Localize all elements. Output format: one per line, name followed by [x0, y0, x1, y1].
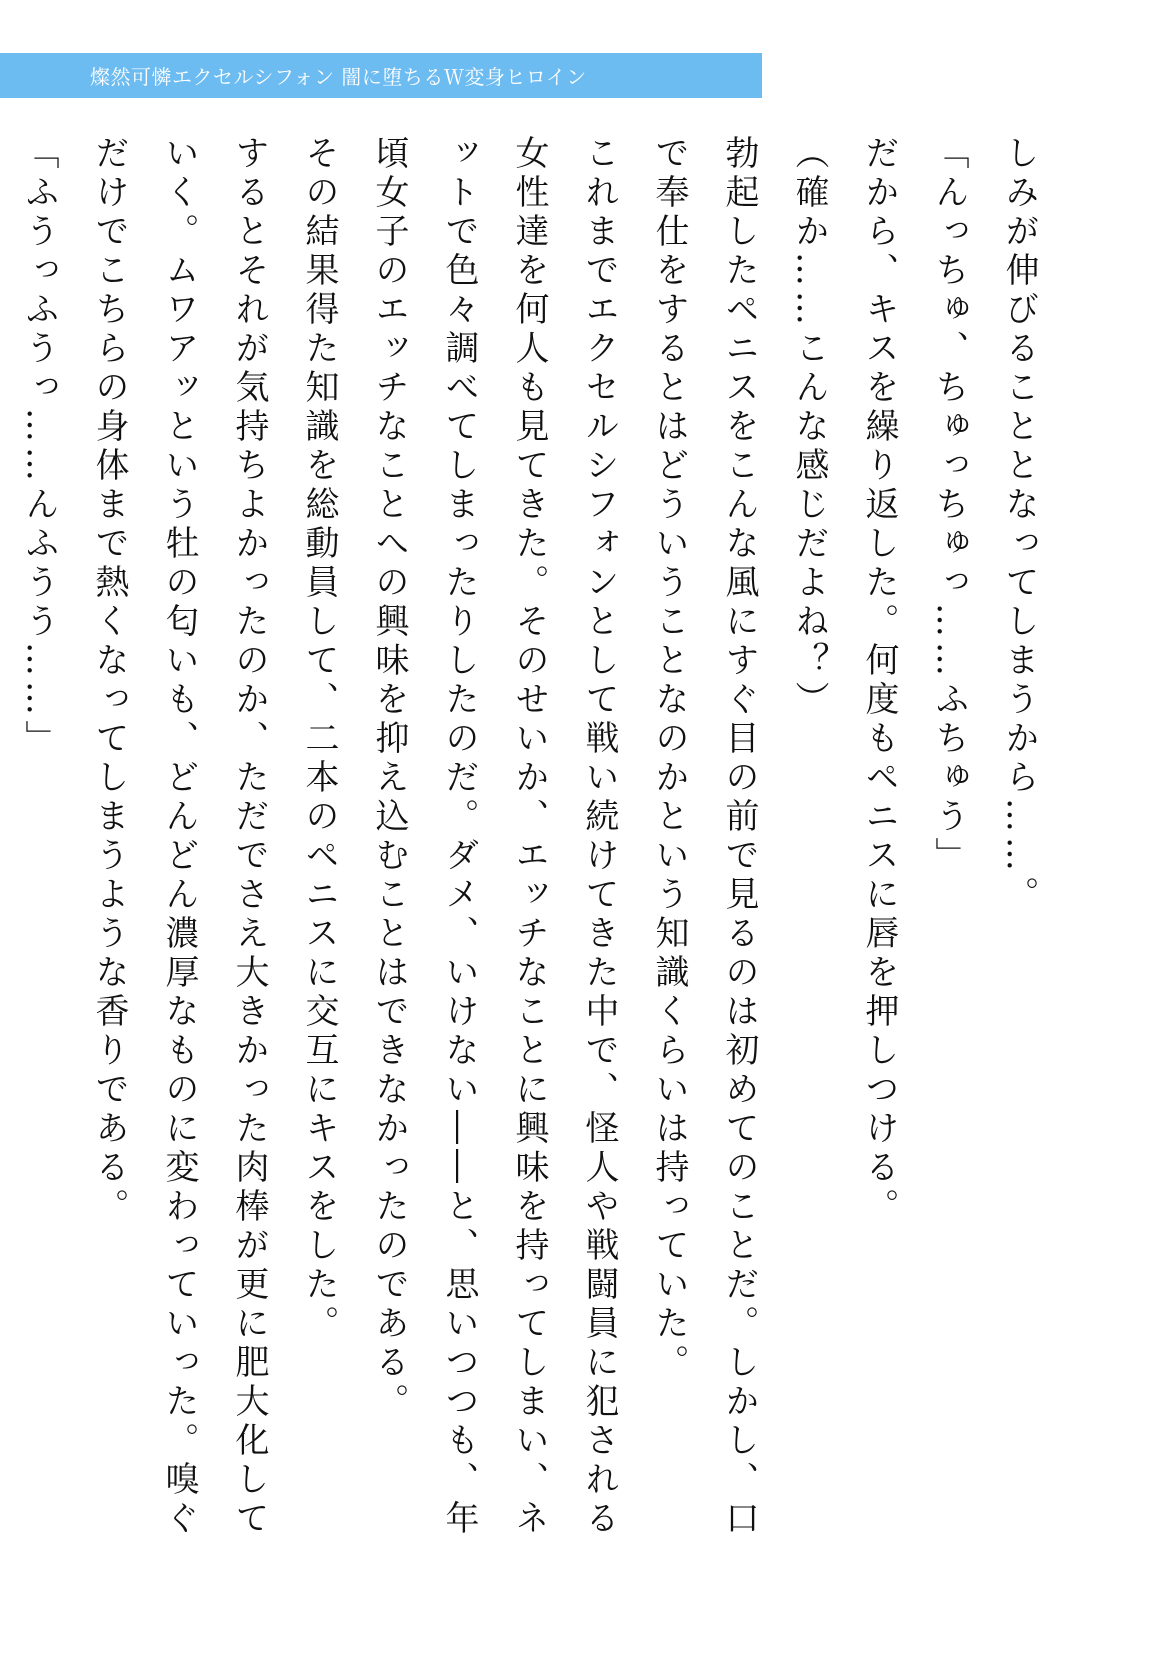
paragraph: その結果得た知識を総動員して、二本のペニスに交互にキスをした。: [299, 135, 339, 1344]
paragraph: （確か……こんな感じだよね？）: [789, 135, 829, 720]
paragraph: 「ふうっふうっ……んふうう……」: [19, 135, 59, 759]
paragraph: しみが伸びることとなってしまうから……。: [999, 135, 1039, 915]
paragraph: だから、キスを繰り返した。何度もペニスに唇を押しつける。: [859, 135, 899, 1227]
paragraph: 勃起したペニスをこんな風にすぐ目の前で見るのは初めてのことだ。しかし、口で奉仕をするとはどういうことなのかという知識くらいは持っていた。: [649, 135, 759, 1539]
running-header-title: 燦然可憐エクセルシフォン 闇に堕ちるＷ変身ヒロイン: [90, 65, 587, 89]
running-header-bar: [0, 53, 762, 98]
paragraph: これまでエクセルシフォンとして戦い続けてきた中で、怪人や戦闘員に犯される女性達を何人も見てきた。そのせいか、エッチなことに興味を持ってしまい、ネットで色々調べてしまったりしたのだ。ダメ、いけない――と、思いつつも、年頃女子のエッチなことへの興味を抑え込むことはできなかったのである。: [369, 135, 619, 1539]
vertical-text-body: [19, 135, 1054, 1555]
paragraph: 「んっちゅ、ちゅっちゅっ……ふちゅう」: [929, 135, 969, 876]
paragraph: するとそれが気持ちよかったのか、ただでさえ大きかった肉棒が更に肥大化していく。ムワアッという牡の匂いも、どんどん濃厚なものに変わっていった。嗅ぐだけでこちらの身体まで熱くなってしまうような香りである。: [89, 135, 269, 1539]
